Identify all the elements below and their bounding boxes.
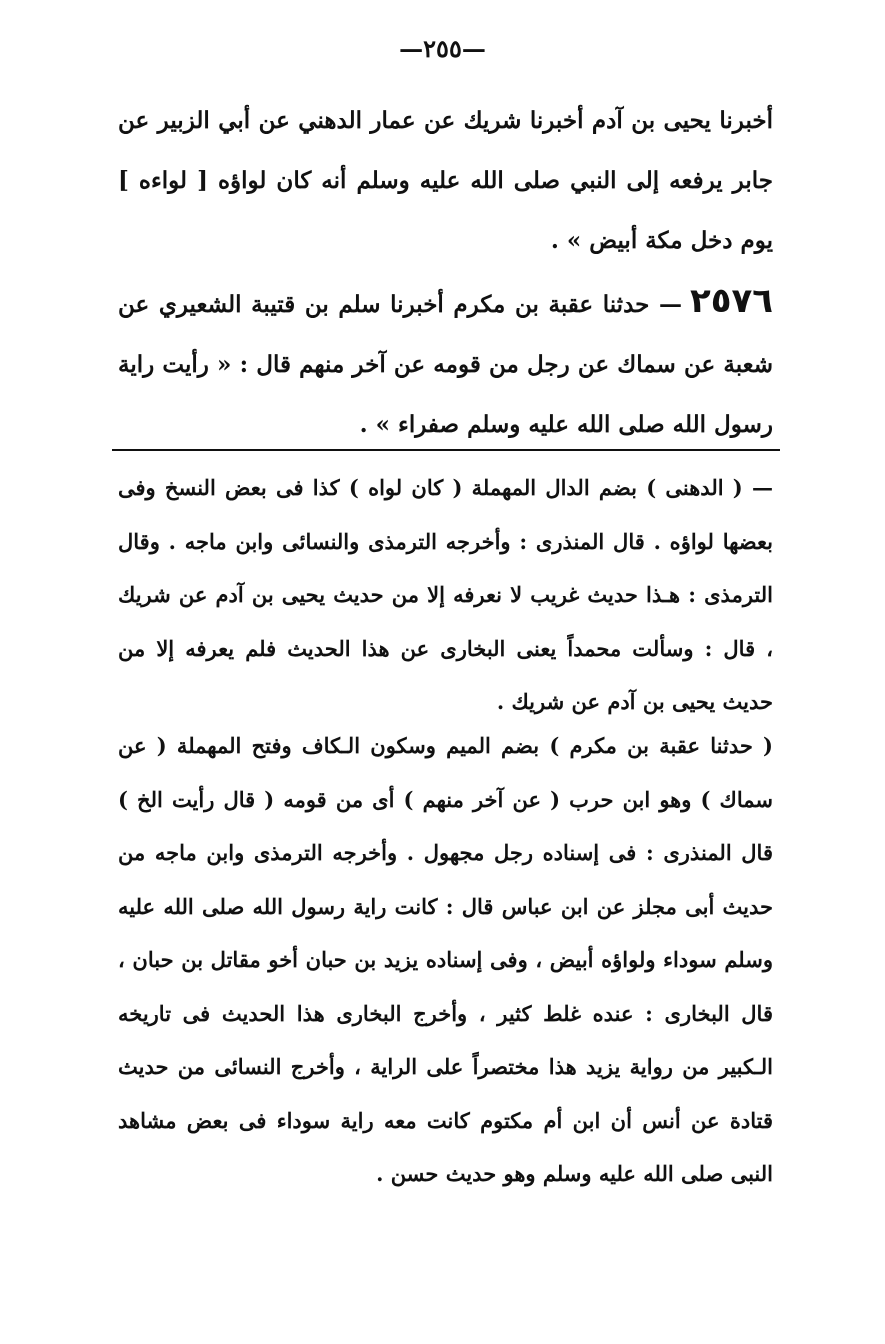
hadith-number: ٢٥٧٦: [689, 281, 773, 321]
hadith-text-continued: [118, 91, 773, 271]
hadith-text: — حدثنا عقبة بن مكرم أخبرنا سلم بن قتيبة الشعيري عن شعبة عن سماك عن رجل من قومه عن آخر منهم قال : « رأيت راية رسول الله صلى الله عليه وسلم صفراء » .: [118, 291, 773, 438]
page-number: —٢٥٥—: [399, 34, 486, 63]
commentary-paragraph: ( حدثنا عقبة بن مكرم ) بضم الميم وسكون الـكاف وفتح المهملة ( عن سماك ) وهو ابن حرب ( عن آخر منهم ) أى من قومه ( قال رأيت الخ ) قال المنذرى : فى إسناده رجل مجهول . وأخرجه الترمذى وابن ماجه من حديث أبى مجلز عن ابن عباس قال : كانت راية رسول الله صلى الله عليه وسلم سوداء ولواؤه أبيض ، وفى إسناده يزيد بن حبان أخو مقاتل بن حبان ، قال البخارى : عنده غلط كثير ، وأخرج البخارى هذا الحديث فى تاريخه الـكبير من رواية يزيد هذا مختصراً على الراية ، وأخرج النسائى من حديث قتادة عن أنس أن ابن أم مكتوم كانت معه راية سوداء فى بعض مشاهد النبى صلى الله عليه وسلم وهو حديث حسن .: [118, 733, 773, 1186]
hadith-text: أخبرنا يحيى بن آدم أخبرنا شريك عن عمار الدهني عن أبي الزبير عن جابر يرفعه إلى النبي صلى الله عليه وسلم أنه كان لواؤه [ لواءه ] يوم دخل مكة أبيض » .: [118, 107, 773, 254]
commentary-paragraph: — ( الدهنى ) بضم الدال المهملة ( كان لواه ) كذا فى بعض النسخ وفى بعضها لواؤه . قال المنذرى : وأخرجه الترمذى والنسائى وابن ماجه . وقال الترمذى : هـذا حديث غريب لا نعرفه إلا من حديث يحيى بن آدم عن شريك ، قال : وسألت محمداً يعنى البخارى عن هذا الحديث فلم يعرفه إلا من حديث يحيى بن آدم عن شريك .: [118, 475, 773, 714]
footnote-divider: [112, 449, 780, 451]
hadith-entry: [118, 271, 773, 455]
